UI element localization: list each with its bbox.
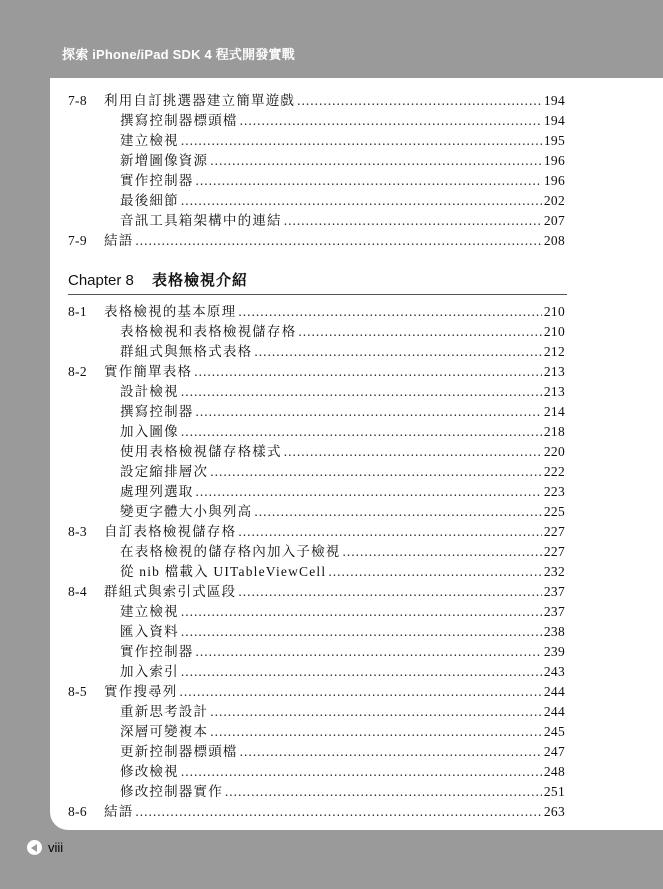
entry-page-number: 196 (543, 173, 565, 188)
entry-title: 在表格檢視的儲存格內加入子檢視 (120, 544, 341, 559)
entry-page-number: 212 (543, 344, 565, 359)
dot-leader (238, 584, 542, 600)
entry-page-number: 223 (543, 484, 565, 499)
entry-title: 變更字體大小與列高 (120, 504, 253, 519)
entry-title: 群組式與索引式區段 (104, 584, 237, 599)
page-footer (27, 840, 63, 855)
dot-leader (181, 764, 542, 780)
entry-page-number: 239 (543, 644, 565, 659)
dot-leader (181, 424, 542, 440)
toc-entry (68, 680, 565, 700)
toc-entry (68, 580, 565, 600)
entry-title: 設計檢視 (120, 384, 179, 399)
toc-entry (68, 460, 565, 480)
entry-page-number: 227 (543, 544, 565, 559)
entry-page-number: 248 (543, 764, 565, 779)
entry-page-number: 244 (543, 684, 565, 699)
entry-title: 自訂表格檢視儲存格 (104, 524, 237, 539)
dot-leader (196, 173, 542, 189)
entry-page-number: 222 (543, 464, 565, 479)
entry-page-number: 196 (543, 153, 565, 168)
entry-title: 從 nib 檔載入 UITableViewCell (120, 564, 327, 579)
toc-entry (68, 89, 565, 109)
toc-entry (68, 540, 565, 560)
toc-entry (68, 209, 565, 229)
toc-entry (68, 700, 565, 720)
entry-page-number: 207 (543, 213, 565, 228)
chapter-number: Chapter 8 (68, 272, 134, 289)
toc-entry (68, 109, 565, 129)
dot-leader (238, 524, 542, 540)
entry-title: 利用自訂挑選器建立簡單遊戲 (104, 93, 296, 108)
toc-entry (68, 600, 565, 620)
entry-title: 處理列選取 (120, 484, 194, 499)
dot-leader (254, 344, 542, 360)
toc-entry (68, 640, 565, 660)
entry-page-number: 210 (543, 324, 565, 339)
dot-leader (240, 744, 542, 760)
entry-title: 實作控制器 (120, 173, 194, 188)
dot-leader (181, 664, 542, 680)
section-number: 8-1 (68, 304, 87, 319)
entry-page-number: 210 (543, 304, 565, 319)
toc-entry (68, 440, 565, 460)
page-number: viii (48, 840, 64, 855)
entry-title: 撰寫控制器 (120, 404, 194, 419)
entry-title: 修改控制器實作 (120, 784, 223, 799)
entry-page-number: 237 (543, 584, 565, 599)
toc-entry (68, 720, 565, 740)
toc-entry (68, 400, 565, 420)
entry-page-number: 237 (543, 604, 565, 619)
entry-title: 結語 (104, 804, 134, 819)
entry-title: 實作簡單表格 (104, 364, 193, 379)
toc-entry (68, 420, 565, 440)
entry-page-number: 263 (543, 804, 565, 819)
toc-entry (68, 760, 565, 780)
book-title: 探索 iPhone/iPad SDK 4 程式開發實戰 (62, 47, 295, 62)
entry-title: 結語 (104, 233, 134, 248)
toc-entry (68, 500, 565, 520)
dot-leader (240, 113, 542, 129)
toc-entry (68, 340, 565, 360)
entry-page-number: 218 (543, 424, 565, 439)
section-number: 8-4 (68, 584, 87, 599)
entry-title: 建立檢視 (120, 604, 179, 619)
entry-title: 新增圖像資源 (120, 153, 209, 168)
dot-leader (297, 93, 542, 109)
dot-leader (196, 644, 542, 660)
section-number: 8-3 (68, 524, 87, 539)
dot-leader (210, 704, 542, 720)
entry-page-number: 194 (543, 93, 565, 108)
toc-entry (68, 740, 565, 760)
toc-entry (68, 320, 565, 340)
entry-page-number: 225 (543, 504, 565, 519)
entry-title: 使用表格檢視儲存格樣式 (120, 444, 282, 459)
section-number: 7-8 (68, 93, 87, 108)
entry-title: 表格檢視的基本原理 (104, 304, 237, 319)
entry-page-number: 247 (543, 744, 565, 759)
entry-page-number: 244 (543, 704, 565, 719)
toc-entry (68, 620, 565, 640)
dot-leader (254, 504, 542, 520)
entry-page-number: 213 (543, 364, 565, 379)
toc-page (50, 78, 663, 830)
dot-leader (238, 304, 542, 320)
entry-page-number: 213 (543, 384, 565, 399)
entry-title: 深層可變複本 (120, 724, 209, 739)
section-number: 8-5 (68, 684, 87, 699)
toc-entry (68, 149, 565, 169)
entry-page-number: 238 (543, 624, 565, 639)
entry-page-number: 245 (543, 724, 565, 739)
dot-leader (181, 133, 542, 149)
dot-leader (181, 604, 542, 620)
entry-title: 實作控制器 (120, 644, 194, 659)
entry-title: 群組式與無格式表格 (120, 344, 253, 359)
entry-title: 建立檢視 (120, 133, 179, 148)
entry-title: 表格檢視和表格檢視儲存格 (120, 324, 297, 339)
entry-page-number: 243 (543, 664, 565, 679)
section-number: 8-6 (68, 804, 87, 819)
entry-page-number: 220 (543, 444, 565, 459)
entry-page-number: 251 (543, 784, 565, 799)
section-number: 7-9 (68, 233, 87, 248)
dot-leader (196, 484, 542, 500)
entry-page-number: 214 (543, 404, 565, 419)
entry-page-number: 208 (543, 233, 565, 248)
dot-leader (210, 724, 542, 740)
toc-entry (68, 189, 565, 209)
entry-page-number: 194 (543, 113, 565, 128)
page-header (0, 0, 663, 78)
toc-entry (68, 660, 565, 680)
entry-title: 匯入資料 (120, 624, 179, 639)
toc-entry (68, 800, 565, 820)
dot-leader (298, 324, 541, 340)
toc-entry (68, 520, 565, 540)
entry-page-number: 202 (543, 193, 565, 208)
entry-page-number: 227 (543, 524, 565, 539)
dot-leader (284, 213, 542, 229)
entry-title: 音訊工具箱架構中的連結 (120, 213, 282, 228)
dot-leader (225, 784, 542, 800)
toc-entry (68, 169, 565, 189)
chapter-heading (68, 269, 567, 295)
dot-leader (180, 684, 542, 700)
entry-title: 最後細節 (120, 193, 179, 208)
dot-leader (210, 464, 542, 480)
toc-entry (68, 229, 565, 249)
toc-entry (68, 129, 565, 149)
dot-leader (284, 444, 542, 460)
entry-title: 加入圖像 (120, 424, 179, 439)
dot-leader (328, 564, 542, 580)
chapter-title: 表格檢視介紹 (152, 272, 249, 289)
toc-entry (68, 560, 565, 580)
entry-page-number: 195 (543, 133, 565, 148)
dot-leader (135, 804, 541, 820)
triangle-left-icon (27, 840, 42, 855)
entry-title: 更新控制器標頭檔 (120, 744, 238, 759)
section-number: 8-2 (68, 364, 87, 379)
dot-leader (181, 624, 542, 640)
toc-entry (68, 380, 565, 400)
toc-entry (68, 480, 565, 500)
dot-leader (181, 384, 542, 400)
dot-leader (210, 153, 542, 169)
entry-title: 加入索引 (120, 664, 179, 679)
dot-leader (343, 544, 542, 560)
entry-title: 修改檢視 (120, 764, 179, 779)
dot-leader (194, 364, 542, 380)
entry-title: 重新思考設計 (120, 704, 209, 719)
dot-leader (181, 193, 542, 209)
entry-page-number: 232 (543, 564, 565, 579)
entry-title: 實作搜尋列 (104, 684, 178, 699)
entry-title: 撰寫控制器標頭檔 (120, 113, 238, 128)
entry-title: 設定縮排層次 (120, 464, 209, 479)
toc-entry (68, 360, 565, 380)
toc-entry (68, 300, 565, 320)
toc-entry (68, 780, 565, 800)
dot-leader (135, 233, 541, 249)
dot-leader (196, 404, 542, 420)
